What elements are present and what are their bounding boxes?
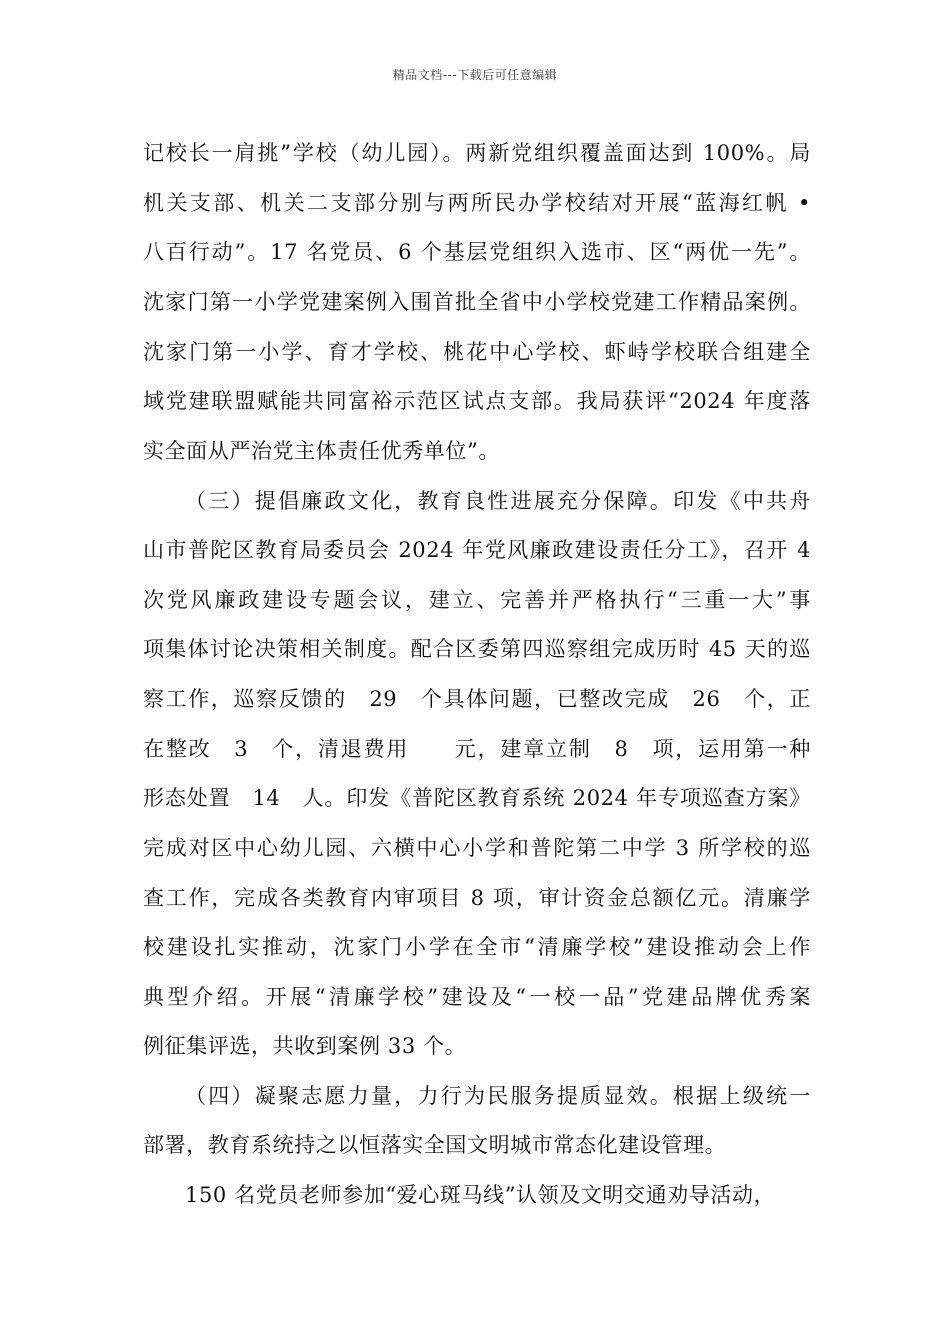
paragraph-line: 项集体讨论决策相关制度。配合区委第四巡察组完成历时 45 天的巡 <box>143 637 811 661</box>
paragraph-line: 150 名党员老师参加“爱心斑马线”认领及文明交通劝导活动， <box>185 1183 776 1207</box>
paragraph-line: 实全面从严治党主体责任优秀单位”。 <box>143 439 500 463</box>
paragraph-line: 在整改 3 个，清退费用 元，建章立制 8 项，运用第一种 <box>143 737 811 761</box>
paragraph-line: 形态处置 14 人。印发《普陀区教育系统 2024 年专项巡查方案》 <box>143 786 811 810</box>
paragraph-line: 察工作，巡察反馈的 29 个具体问题，已整改完成 26 个，正 <box>143 687 811 711</box>
paragraph-line: 山市普陀区教育局委员会 2024 年党风廉政建设责任分工》，召开 4 <box>143 538 811 562</box>
paragraph-line: 校建设扎实推动，沈家门小学在全市“清廉学校”建设推动会上作 <box>143 935 811 959</box>
paragraph-line: 例征集评选，共收到案例 33 个。 <box>143 1034 467 1058</box>
section-heading-line: （四）凝聚志愿力量，力行为民服务提质显效。根据上级统一 <box>185 1084 811 1108</box>
paragraph-line: 完成对区中心幼儿园、六横中心小学和普陀第二中学 3 所学校的巡 <box>143 836 811 860</box>
paragraph-line: 次党风廉政建设专题会议，建立、完善并严格执行“三重一大”事 <box>143 588 811 612</box>
page-header: 精品文档---下载后可任意编辑 <box>392 68 558 82</box>
paragraph-line: 记校长一肩挑”学校（幼儿园）。两新党组织覆盖面达到 100%。局 <box>143 141 811 165</box>
section-heading-line: （三）提倡廉政文化，教育良性进展充分保障。印发《中共舟 <box>185 489 811 513</box>
paragraph-line: 部署，教育系统持之以恒落实全国文明城市常态化建设管理。 <box>143 1133 727 1157</box>
paragraph-line: 沈家门第一小学党建案例入围首批全省中小学校党建工作精品案例。 <box>143 290 811 314</box>
paragraph-line: 查工作，完成各类教育内审项目 8 项，审计资金总额亿元。清廉学 <box>143 886 811 910</box>
paragraph-line: 典型介绍。开展“清廉学校”建设及“一校一品”党建品牌优秀案 <box>143 985 811 1009</box>
paragraph-line: 八百行动”。17 名党员、6 个基层党组织入选市、区“两优一先”。 <box>143 240 811 264</box>
paragraph-line: 域党建联盟赋能共同富裕示范区试点支部。我局获评“2024 年度落 <box>143 389 811 413</box>
paragraph-line: 沈家门第一小学、育才学校、桃花中心学校、虾峙学校联合组建全 <box>143 340 811 364</box>
paragraph-line: 机关支部、机关二支部分别与两所民办学校结对开展“蓝海红帆 • <box>143 191 811 215</box>
